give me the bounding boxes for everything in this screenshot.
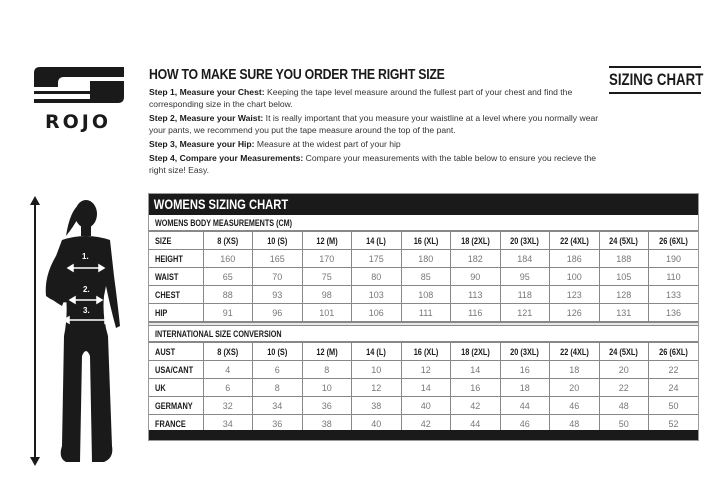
table-row: USA/CANT 4 6 8 10 12 14 16 18 20 22 bbox=[149, 361, 698, 379]
step-4: Step 4, Compare your Measurements: Compare your measurements with the table below to ensure you recieve the right size! Easy. bbox=[149, 153, 597, 175]
logo-mark-icon bbox=[30, 65, 126, 105]
table-row: HEIGHT 160 165 170 175 180 182 184 186 188 190 bbox=[149, 250, 698, 268]
body-measurements-title: WOMENS BODY MEASUREMENTS (CM) bbox=[149, 215, 698, 231]
sizing-chart-badge: SIZING CHART bbox=[609, 66, 701, 94]
woman-silhouette-icon bbox=[22, 196, 132, 466]
table-row: FRANCE 34 36 38 40 42 44 46 48 50 52 bbox=[149, 415, 698, 433]
womens-sizing-chart bbox=[148, 193, 699, 441]
logo-text: ROJO bbox=[44, 111, 111, 133]
marker-hip: 3. bbox=[83, 306, 90, 315]
chart-footer-bar bbox=[149, 430, 698, 440]
table-row: WAIST 65 70 75 80 85 90 95 100 105 110 bbox=[149, 268, 698, 286]
table-row: CHEST 88 93 98 103 108 113 118 123 128 133 bbox=[149, 286, 698, 304]
table-header-row: AUST 8 (XS) 10 (S) 12 (M) 14 (L) 16 (XL) 18 (2XL) 20 (3XL) 22 (4XL) 24 (5XL) 26 (6XL) bbox=[149, 343, 698, 361]
body-measurements-table bbox=[149, 231, 698, 322]
table-row: HIP 91 96 101 106 111 116 121 126 131 136 bbox=[149, 304, 698, 322]
table-row: GERMANY 32 34 36 38 40 42 44 46 48 50 bbox=[149, 397, 698, 415]
body-figure bbox=[22, 196, 132, 466]
step-1: Step 1, Measure your Chest: Keeping the tape level measure around the fullest part of your chest and find the corresponding size in the chart below. bbox=[149, 87, 573, 109]
size-conversion-table bbox=[149, 342, 698, 433]
instructions bbox=[149, 66, 609, 176]
chart-title-bar: WOMENS SIZING CHART bbox=[149, 194, 698, 215]
marker-chest: 1. bbox=[82, 252, 89, 261]
conversion-title: INTERNATIONAL SIZE CONVERSION bbox=[149, 326, 698, 342]
rojo-logo bbox=[30, 65, 126, 133]
step-3: Step 3, Measure your Hip: Measure at the widest part of your hip bbox=[149, 139, 401, 149]
table-header-row: SIZE 8 (XS) 10 (S) 12 (M) 14 (L) 16 (XL) 18 (2XL) 20 (3XL) 22 (4XL) 24 (5XL) 26 (6XL) bbox=[149, 232, 698, 250]
table-row: UK 6 8 10 12 14 16 18 20 22 24 bbox=[149, 379, 698, 397]
marker-waist: 2. bbox=[83, 285, 90, 294]
step-2: Step 2, Measure your Waist: It is really important that you measure your waistline at a level where you normally wear your pants, we recommend you put the tape measure around the top of the pant. bbox=[149, 113, 599, 135]
page-title: HOW TO MAKE SURE YOU ORDER THE RIGHT SIZE bbox=[149, 66, 445, 83]
